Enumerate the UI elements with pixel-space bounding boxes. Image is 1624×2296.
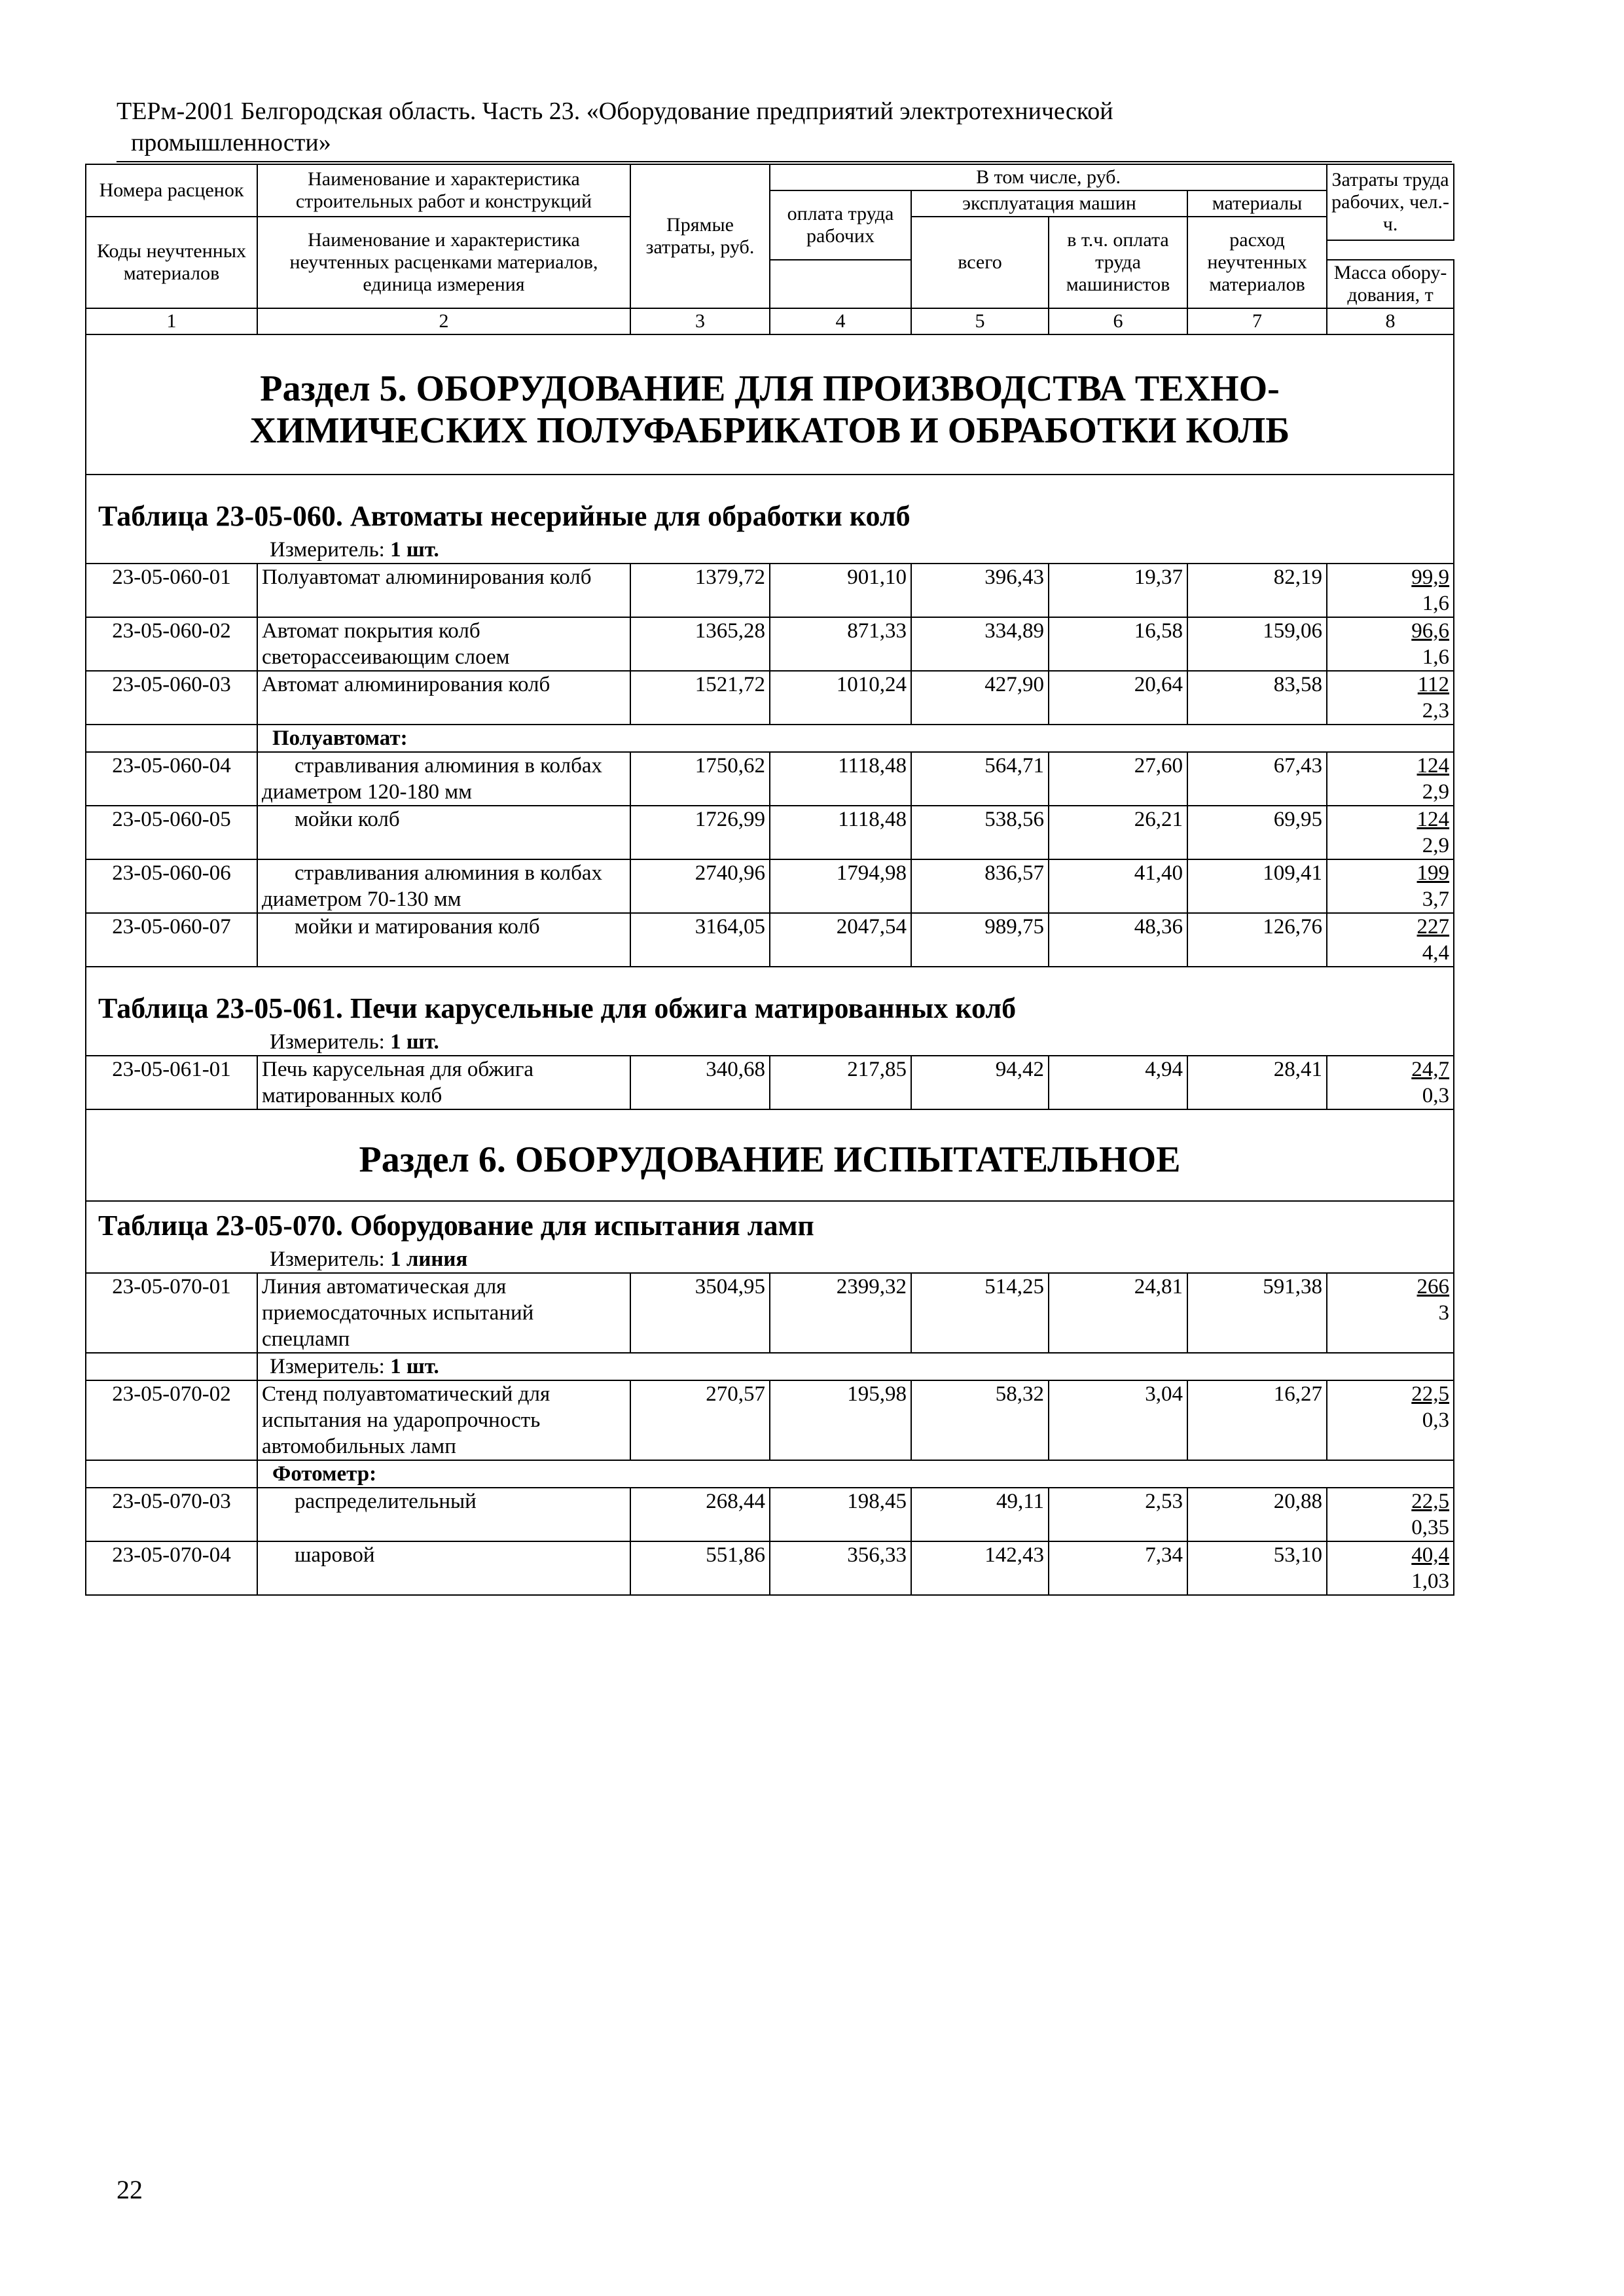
row-code: 23-05-060-05: [86, 806, 257, 859]
row-machines: 396,43: [911, 564, 1049, 617]
row-machinist: 7,34: [1049, 1541, 1187, 1595]
row-mass: 1,6: [1422, 645, 1450, 669]
table-061-unit: [86, 1029, 1454, 1056]
row-wages: 217,85: [770, 1056, 911, 1109]
row-direct: 340,68: [630, 1056, 770, 1109]
section-6-title: Раздел 6. ОБОРУДОВАНИЕ ИСПЫТАТЕЛЬНОЕ: [86, 1109, 1454, 1201]
row-machinist: 19,37: [1049, 564, 1187, 617]
row-mass: 1,6: [1422, 592, 1450, 615]
row-direct: 1521,72: [630, 671, 770, 725]
row-wages: 1794,98: [770, 859, 911, 913]
group-label: Полуавтомат:: [257, 725, 1454, 752]
group-row: [86, 725, 1454, 752]
row-labor: 22,5: [1411, 1382, 1450, 1406]
row-machinist: 2,53: [1049, 1488, 1187, 1541]
row-labor: 199: [1416, 861, 1450, 885]
row-wages: 871,33: [770, 617, 911, 671]
row-name: Печь карусельная для обжига матированных колб: [257, 1056, 630, 1109]
row-materials: 53,10: [1187, 1541, 1327, 1595]
col-number-1: 1: [86, 308, 257, 334]
row-mass: 4,4: [1422, 941, 1450, 965]
row-mass: 0,35: [1411, 1516, 1450, 1539]
row-code: 23-05-060-06: [86, 859, 257, 913]
row-wages: 356,33: [770, 1541, 911, 1595]
table-row: [86, 1541, 1454, 1595]
row-wages: 1118,48: [770, 806, 911, 859]
row-labor: 40,4: [1411, 1543, 1450, 1567]
col-header-material-usage: расход неучтенных материалов: [1187, 217, 1327, 308]
row-labor: 112: [1417, 673, 1450, 696]
row-machinist: 4,94: [1049, 1056, 1187, 1109]
row-wages: 2399,32: [770, 1273, 911, 1353]
row-machines: 142,43: [911, 1541, 1049, 1595]
row-machines: 538,56: [911, 806, 1049, 859]
row-materials: 591,38: [1187, 1273, 1327, 1353]
document-header: [117, 96, 1452, 158]
unit-label: Измеритель:: [270, 1030, 385, 1054]
row-machinist: 16,58: [1049, 617, 1187, 671]
row-labor: 24,7: [1411, 1058, 1450, 1081]
table-070-unit-2: [86, 1353, 1454, 1380]
row-labor: 22,5: [1411, 1490, 1450, 1513]
row-name: Полуавтомат алюминирования колб: [257, 564, 630, 617]
row-direct: 268,44: [630, 1488, 770, 1541]
row-code: 23-05-060-04: [86, 752, 257, 806]
row-code: 23-05-070-02: [86, 1380, 257, 1460]
row-machines: 58,32: [911, 1380, 1049, 1460]
table-row: [86, 671, 1454, 725]
row-machines: 427,90: [911, 671, 1049, 725]
row-code: 23-05-060-03: [86, 671, 257, 725]
table-row: [86, 617, 1454, 671]
row-materials: 82,19: [1187, 564, 1327, 617]
table-row: [86, 806, 1454, 859]
section-5-heading: [86, 334, 1454, 475]
row-machinist: 48,36: [1049, 913, 1187, 967]
row-code: 23-05-070-04: [86, 1541, 257, 1595]
section-5-line-1: Раздел 5. ОБОРУДОВАНИЕ ДЛЯ ПРОИЗВОДСТВА ТЕХНО-: [260, 368, 1280, 409]
unit-value: 1 шт.: [390, 538, 439, 562]
row-materials: 16,27: [1187, 1380, 1327, 1460]
row-name: шаровой: [295, 1543, 375, 1567]
col-header-wages: оплата труда рабочих: [770, 190, 911, 260]
unit-label: Измеритель:: [270, 1247, 385, 1271]
row-machines: 564,71: [911, 752, 1049, 806]
col-number-2: 2: [257, 308, 630, 334]
col-number-6: 6: [1049, 308, 1187, 334]
row-direct: 270,57: [630, 1380, 770, 1460]
col-number-3: 3: [630, 308, 770, 334]
unit-label: Измеритель:: [270, 538, 385, 562]
row-machines: 334,89: [911, 617, 1049, 671]
row-machinist: 26,21: [1049, 806, 1187, 859]
group-blank: [86, 1460, 257, 1488]
table-060-title: Таблица 23-05-060. Автоматы несерийные для обработки колб: [86, 475, 1454, 537]
row-materials: 20,88: [1187, 1488, 1327, 1541]
row-materials: 83,58: [1187, 671, 1327, 725]
unit-blank: [86, 1353, 257, 1380]
group-row: [86, 1460, 1454, 1488]
col-number-5: 5: [911, 308, 1049, 334]
table-061-title: Таблица 23-05-061. Печи карусельные для обжига матированных колб: [86, 967, 1454, 1029]
col-header-labor: Затраты труда рабочих, чел.-ч.: [1327, 164, 1454, 240]
row-machinist: 41,40: [1049, 859, 1187, 913]
row-labor: 96,6: [1411, 619, 1450, 643]
row-name: распределительный: [295, 1490, 477, 1513]
table-060-unit: [86, 537, 1454, 564]
table-row: [86, 1380, 1454, 1460]
row-direct: 1379,72: [630, 564, 770, 617]
col-header-materials: материалы: [1187, 190, 1327, 217]
row-name: стравливания алюминия в колбах диаметром 70-130 мм: [262, 861, 603, 911]
row-labor: 124: [1416, 808, 1450, 831]
row-machines: 94,42: [911, 1056, 1049, 1109]
row-name: Автомат алюминирования колб: [257, 671, 630, 725]
group-blank: [86, 725, 257, 752]
row-name: Линия автоматическая для приемосдаточных испытаний спецламп: [257, 1273, 630, 1353]
row-labor: 266: [1416, 1275, 1450, 1299]
unit-value: 1 шт.: [390, 1030, 439, 1054]
row-code: 23-05-060-07: [86, 913, 257, 967]
row-wages: 901,10: [770, 564, 911, 617]
table-row: [86, 913, 1454, 967]
table-061-title-row: [86, 967, 1454, 1029]
table-row: [86, 1273, 1454, 1353]
row-name: мойки и матирования колб: [295, 915, 540, 939]
row-machinist: 24,81: [1049, 1273, 1187, 1353]
row-wages: 2047,54: [770, 913, 911, 967]
row-machines: 49,11: [911, 1488, 1049, 1541]
row-labor: 99,9: [1411, 565, 1450, 589]
col-number-4: 4: [770, 308, 911, 334]
col-header-codes: Номера расценок: [86, 164, 257, 217]
row-wages: 1010,24: [770, 671, 911, 725]
page-number: 22: [117, 2175, 143, 2204]
row-direct: 3164,05: [630, 913, 770, 967]
col-header-wages-cont: [770, 260, 911, 308]
row-wages: 198,45: [770, 1488, 911, 1541]
col-header-mass: Масса обору-дования, т: [1327, 260, 1454, 308]
col-number-7: 7: [1187, 308, 1327, 334]
col-header-direct-costs: Прямые затраты, руб.: [630, 164, 770, 308]
row-name: Стенд полуавтоматический для испытания на ударопрочность автомобильных ламп: [257, 1380, 630, 1460]
row-materials: 67,43: [1187, 752, 1327, 806]
col-number-8: 8: [1327, 308, 1454, 334]
table-070-title-row: [86, 1201, 1454, 1246]
row-direct: 1365,28: [630, 617, 770, 671]
unit-label: Измеритель:: [270, 1355, 385, 1378]
header-line-1: ТЕРм-2001 Белгородская область. Часть 23. «Оборудование предприятий электротехнической: [117, 98, 1113, 125]
row-code: 23-05-060-02: [86, 617, 257, 671]
row-mass: 3,7: [1422, 888, 1450, 911]
row-code: 23-05-070-01: [86, 1273, 257, 1353]
table-row: [86, 1056, 1454, 1109]
row-materials: 109,41: [1187, 859, 1327, 913]
table-070-unit-1: [86, 1246, 1454, 1273]
col-header-machines-total: всего: [911, 217, 1049, 308]
row-materials: 159,06: [1187, 617, 1327, 671]
row-code: 23-05-061-01: [86, 1056, 257, 1109]
row-code: 23-05-060-01: [86, 564, 257, 617]
row-direct: 551,86: [630, 1541, 770, 1595]
row-mass: 2,3: [1422, 699, 1450, 723]
table-070-title: Таблица 23-05-070. Оборудование для испытания ламп: [86, 1201, 1454, 1246]
row-machines: 514,25: [911, 1273, 1049, 1353]
row-mass: 0,3: [1422, 1084, 1450, 1107]
row-direct: 1726,99: [630, 806, 770, 859]
row-mass: 0,3: [1422, 1408, 1450, 1432]
row-materials: 28,41: [1187, 1056, 1327, 1109]
table-header: [86, 164, 1454, 334]
row-materials: 126,76: [1187, 913, 1327, 967]
row-name: Автомат покрытия колб светорассеивающим слоем: [257, 617, 630, 671]
col-header-machines: эксплуатация машин: [911, 190, 1187, 217]
table-row: [86, 859, 1454, 913]
row-direct: 1750,62: [630, 752, 770, 806]
header-rule: [117, 161, 1452, 162]
row-mass: 2,9: [1422, 780, 1450, 804]
group-label: Фотометр:: [257, 1460, 1454, 1488]
unit-value: 1 шт.: [390, 1355, 439, 1378]
table-row: [86, 1488, 1454, 1541]
row-machinist: 20,64: [1049, 671, 1187, 725]
col-header-material-codes: Коды неучтенных материалов: [86, 217, 257, 308]
table-row: [86, 752, 1454, 806]
row-direct: 2740,96: [630, 859, 770, 913]
row-direct: 3504,95: [630, 1273, 770, 1353]
row-mass: 2,9: [1422, 834, 1450, 857]
col-header-including: В том числе, руб.: [770, 164, 1327, 190]
row-machinist: 27,60: [1049, 752, 1187, 806]
row-wages: 195,98: [770, 1380, 911, 1460]
row-machines: 989,75: [911, 913, 1049, 967]
row-name: мойки колб: [295, 808, 400, 831]
unit-value: 1 линия: [390, 1247, 468, 1271]
table-row: [86, 564, 1454, 617]
col-header-name: Наименование и характеристика строительных работ и конструкций: [257, 164, 630, 217]
row-mass: 1,03: [1411, 1570, 1450, 1593]
col-header-material-names: Наименование и характеристика неучтенных расценками материалов, единица измерения: [257, 217, 630, 308]
row-labor: 124: [1416, 754, 1450, 778]
price-table: [85, 164, 1454, 1596]
table-060-title-row: [86, 475, 1454, 537]
section-5-line-2: ХИМИЧЕСКИХ ПОЛУФАБРИКАТОВ И ОБРАБОТКИ КОЛБ: [249, 410, 1290, 451]
section-6-heading: [86, 1109, 1454, 1201]
row-code: 23-05-070-03: [86, 1488, 257, 1541]
row-name: стравливания алюминия в колбах диаметром 120-180 мм: [262, 754, 603, 804]
row-wages: 1118,48: [770, 752, 911, 806]
header-line-2: промышленности»: [131, 129, 331, 156]
row-mass: 3: [1438, 1301, 1450, 1325]
row-machinist: 3,04: [1049, 1380, 1187, 1460]
col-header-machinist-wages: в т.ч. оплата труда машинистов: [1049, 217, 1187, 308]
row-labor: 227: [1416, 915, 1450, 939]
row-materials: 69,95: [1187, 806, 1327, 859]
row-machines: 836,57: [911, 859, 1049, 913]
